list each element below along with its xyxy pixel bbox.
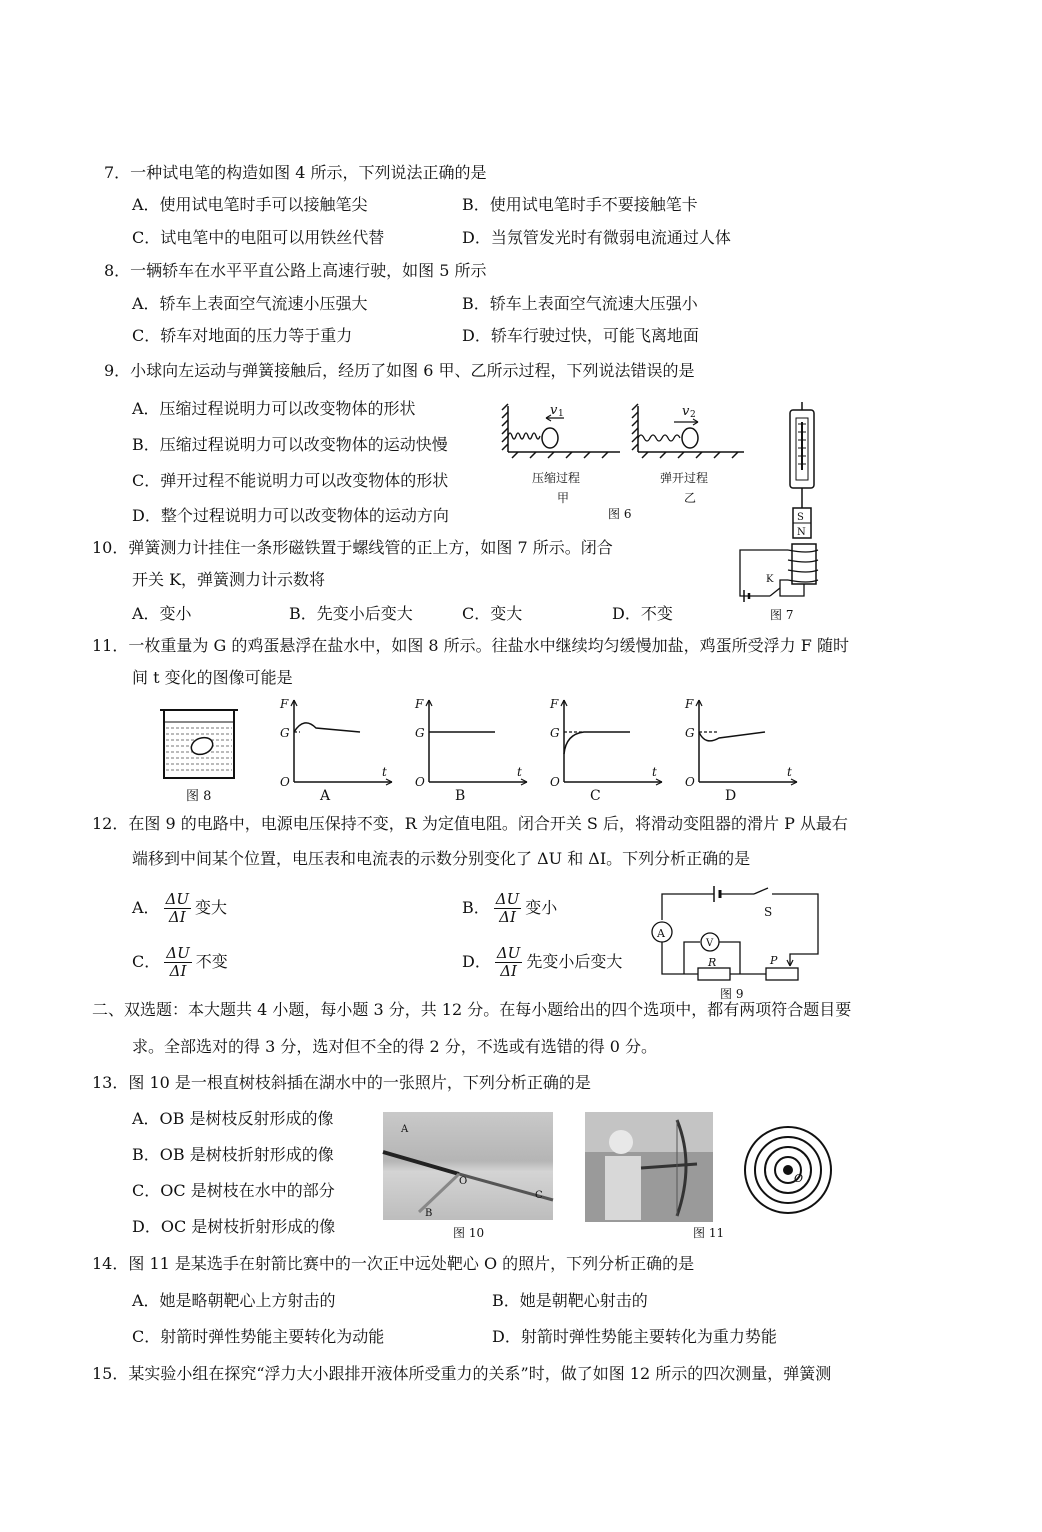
fig8-curve (699, 732, 765, 741)
q13-option-d[interactable]: D．OC 是树枝折射形成的像 (132, 1217, 336, 1236)
q12-b-suffix: 变小 (525, 898, 558, 917)
q12-option-c[interactable] (132, 942, 228, 982)
q12-b-numerator: ΔU (495, 890, 520, 908)
fig9-voltmeter-label: V (706, 938, 714, 949)
fig10-a-label: A (401, 1124, 409, 1135)
fig6-right-sub: 乙 (684, 491, 697, 505)
fig6-ball-right (682, 428, 698, 448)
fig6-left-caption: 压缩过程 (532, 471, 581, 485)
q12-a-numerator: ΔU (165, 890, 190, 908)
fig6-v2-label: v (682, 404, 690, 419)
fig10-b-label: B (425, 1208, 433, 1219)
q12-a-denominator: ΔI (168, 908, 186, 926)
q9-stem: 9．小球向左运动与弹簧接触后，经历了如图 6 甲、乙所示过程，下列说法错误的是 (104, 361, 695, 380)
q12-option-b[interactable] (462, 888, 557, 928)
q12-b-denominator: ΔI (499, 908, 516, 926)
q10-stem-line2: 开关 K，弹簧测力计示数将 (132, 570, 326, 589)
q8-option-c[interactable]: C．轿车对地面的压力等于重力 (132, 326, 353, 345)
fig6-v1-label: v (550, 403, 558, 418)
fig8-t-label: t (787, 765, 792, 779)
fig8-g-label: G (415, 726, 425, 740)
q15-stem: 15．某实验小组在探究“浮力大小跟排开液体所受重力的关系”时，做了如图 12 所示的四次测量，弹簧测 (92, 1364, 832, 1383)
q12-b-prefix: B． (462, 898, 490, 917)
q12-option-d[interactable] (462, 942, 622, 982)
figure-11-archer-photo (585, 1112, 725, 1242)
fig6-compressed-spring (508, 433, 540, 439)
fig8-graph-b (414, 697, 527, 804)
fig9-switch-label: S (764, 905, 773, 919)
fig8-o-label: O (550, 775, 560, 789)
fig6-ball-left (542, 428, 558, 448)
fig7-k-label: K (766, 574, 774, 585)
figure-9-circuit (650, 880, 840, 1000)
fig6-stretched-spring (638, 435, 680, 441)
q13-option-b[interactable]: B．OB 是树枝折射形成的像 (132, 1145, 334, 1164)
fig8-beaker (160, 710, 238, 804)
fig8-g-label: G (685, 726, 695, 740)
fig9-ammeter-label: A (657, 927, 665, 940)
q10-option-d[interactable]: D．不变 (612, 604, 673, 623)
fig8-option-label: B (455, 788, 466, 804)
fig8-f-label: F (280, 697, 289, 711)
q11-stem-line2: 间 t 变化的图像可能是 (132, 668, 293, 687)
q7-stem: 7．一种试电笔的构造如图 4 所示，下列说法正确的是 (104, 163, 487, 182)
fig6-v1-sub: 1 (558, 409, 564, 419)
q13-stem: 13．图 10 是一根直树枝斜插在湖水中的一张照片，下列分析正确的是 (92, 1073, 591, 1092)
fig8-g-label: G (280, 726, 290, 740)
fig10-c-label: C (535, 1190, 543, 1201)
fig7-n-label: N (797, 527, 806, 538)
fig6-left-sub: 甲 (557, 491, 570, 505)
fig8-g-label: G (550, 726, 560, 740)
fig11-target-o: O (794, 1172, 804, 1185)
q8-stem: 8．一辆轿车在水平平直公路上高速行驶，如图 5 所示 (104, 261, 487, 280)
q12-a-fraction (164, 891, 191, 926)
fig8-option-label: A (320, 788, 331, 804)
section-2-line2: 求。全部选对的得 3 分，选对但不全的得 2 分，不选或有选错的得 0 分。 (132, 1037, 658, 1056)
q12-c-denominator: ΔI (169, 962, 187, 980)
figure-10-branch-photo (383, 1112, 555, 1242)
fig7-s-label: S (797, 512, 804, 523)
q8-option-d[interactable]: D．轿车行驶过快，可能飞离地面 (462, 326, 699, 345)
q8-option-a[interactable]: A．轿车上表面空气流速小压强大 (132, 294, 368, 313)
fig8-caption: 图 8 (186, 789, 212, 804)
q9-option-a[interactable]: A．压缩过程说明力可以改变物体的形状 (132, 399, 416, 418)
fig6-v2-sub: 2 (690, 410, 696, 420)
fig9-p-label: P (770, 954, 778, 967)
q12-d-denominator: ΔI (500, 962, 517, 980)
q10-option-c[interactable]: C．变大 (462, 604, 523, 623)
fig7-caption: 图 7 (770, 608, 794, 622)
q13-option-c[interactable]: C．OC 是树枝在水中的部分 (132, 1181, 335, 1200)
figure-6-spring-diagram (500, 400, 760, 530)
fig8-o-label: O (685, 775, 695, 789)
q12-d-fraction (495, 945, 522, 980)
q13-option-a[interactable]: A．OB 是树枝反射形成的像 (132, 1109, 334, 1128)
q12-d-suffix: 先变小后变大 (526, 952, 623, 971)
q12-stem-line2: 端移到中间某个位置，电压表和电流表的示数分别变化了 ΔU 和 ΔI。下列分析正确的是 (132, 849, 751, 868)
fig11-caption: 图 11 (693, 1226, 725, 1240)
q12-d-numerator: ΔU (496, 944, 521, 962)
fig9-rheostat (766, 968, 798, 980)
figure-11-target (738, 1120, 838, 1220)
q9-option-d[interactable]: D．整个过程说明力可以改变物体的运动方向 (132, 506, 449, 525)
q8-option-b[interactable]: B．轿车上表面空气流速大压强小 (462, 294, 698, 313)
fig8-curve (294, 723, 360, 732)
q12-a-prefix: A． (132, 898, 160, 917)
q7-option-d[interactable]: D．当氖管发光时有微弱电流通过人体 (462, 228, 731, 247)
fig8-t-label: t (517, 765, 522, 779)
q9-option-b[interactable]: B．压缩过程说明力可以改变物体的运动快慢 (132, 435, 448, 454)
figure-8-buoyancy-graphs (150, 694, 810, 806)
fig8-graph-a (279, 697, 392, 804)
q14-option-d[interactable]: D．射箭时弹性势能主要转化为重力势能 (492, 1327, 777, 1346)
q9-option-c[interactable]: C．弹开过程不能说明力可以改变物体的形状 (132, 471, 449, 490)
q7-option-c[interactable]: C．试电笔中的电阻可以用铁丝代替 (132, 228, 385, 247)
fig6-caption: 图 6 (608, 507, 632, 521)
q7-option-a[interactable]: A．使用试电笔时手可以接触笔尖 (132, 195, 368, 214)
q10-option-a[interactable]: A．变小 (132, 604, 192, 623)
q12-stem-line1: 12．在图 9 的电路中，电源电压保持不变，R 为定值电阻。闭合开关 S 后，将滑动变阻器的滑片 P 从最右 (92, 814, 848, 833)
figure-7-spring-scale-solenoid (730, 400, 840, 630)
q14-stem: 14．图 11 是某选手在射箭比赛中的一次正中远处靶心 O 的照片，下列分析正确的是 (92, 1254, 695, 1273)
fig8-curve (564, 732, 630, 754)
fig7-solenoid (792, 544, 816, 584)
section-2-line1: 二、双选题：本大题共 4 小题，每小题 3 分，共 12 分。在每小题给出的四个选项中，都有两项符合题目要 (92, 1000, 852, 1019)
q10-stem-line1: 10．弹簧测力计挂住一条形磁铁置于螺线管的正上方，如图 7 所示。闭合 (92, 538, 613, 557)
fig8-f-label: F (415, 697, 424, 711)
fig8-f-label: F (685, 697, 694, 711)
fig10-o-label: O (459, 1176, 468, 1187)
q7-option-b[interactable]: B．使用试电笔时手不要接触笔卡 (462, 195, 698, 214)
q12-c-prefix: C． (132, 952, 161, 971)
fig8-graph-d (684, 697, 797, 804)
fig9-resistor (698, 968, 730, 980)
q12-c-fraction (164, 945, 191, 980)
fig8-o-label: O (280, 775, 290, 789)
fig8-f-label: F (550, 697, 559, 711)
q10-option-b[interactable]: B．先变小后变大 (289, 604, 413, 623)
q12-b-fraction (494, 891, 521, 926)
q12-d-prefix: D． (462, 952, 491, 971)
fig9-r-label: R (708, 956, 717, 969)
fig8-t-label: t (652, 765, 657, 779)
fig9-caption: 图 9 (720, 987, 744, 1001)
q12-c-numerator: ΔU (166, 944, 190, 962)
fig8-option-label: D (725, 788, 737, 804)
fig8-graph-c (549, 697, 662, 804)
q12-a-suffix: 变大 (195, 898, 228, 917)
q12-option-a[interactable] (132, 888, 227, 928)
q14-option-a[interactable]: A．她是略朝靶心上方射击的 (132, 1291, 336, 1310)
fig8-o-label: O (415, 775, 425, 789)
q12-c-suffix: 不变 (195, 952, 228, 971)
fig10-caption: 图 10 (453, 1226, 485, 1240)
q14-option-c[interactable]: C．射箭时弹性势能主要转化为动能 (132, 1327, 385, 1346)
fig6-right-caption: 弹开过程 (660, 471, 709, 485)
fig8-t-label: t (382, 765, 387, 779)
fig8-option-label: C (590, 788, 601, 804)
q14-option-b[interactable]: B．她是朝靶心射击的 (492, 1291, 648, 1310)
q11-stem-line1: 11．一枚重量为 G 的鸡蛋悬浮在盐水中，如图 8 所示。往盐水中继续均匀缓慢加盐，鸡蛋所受浮力 F 随时 (92, 636, 849, 655)
